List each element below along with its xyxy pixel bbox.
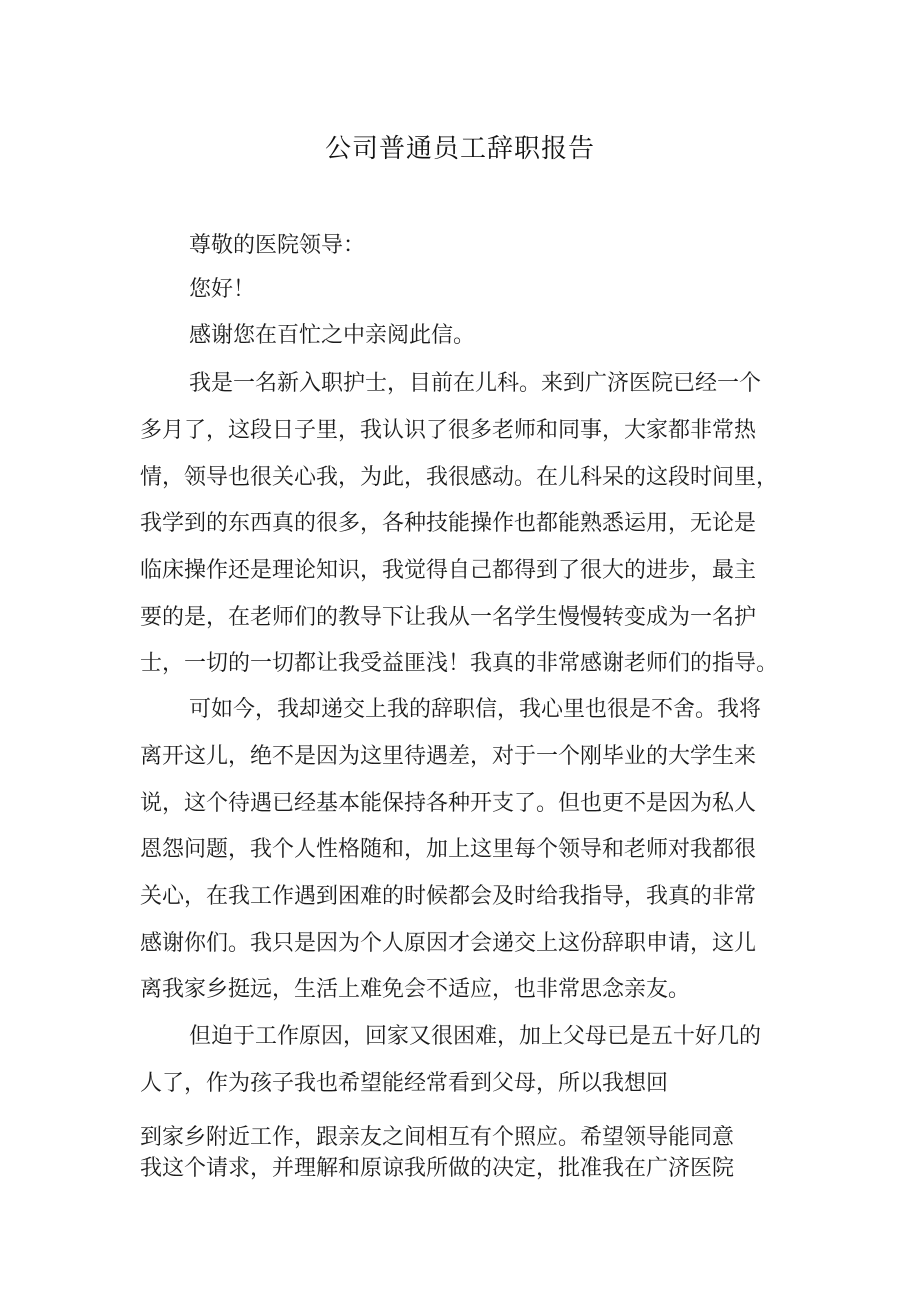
body-line: 恩怨问题，我个人性格随和，加上这里每个领导和老师对我都很 — [140, 837, 757, 862]
body-line: 我这个请求，并理解和原谅我所做的决定，批准我在广济医院 — [140, 1156, 735, 1181]
salutation-line: 尊敬的医院领导： — [189, 233, 366, 258]
body-line: 临床操作还是理论知识，我觉得自己都得到了很大的进步，最主 — [140, 558, 757, 583]
body-line: 离我家乡挺远，生活上难免会不适应，也非常思念亲友。 — [140, 977, 691, 1002]
document-title: 公司普通员工辞职报告 — [324, 134, 595, 164]
body-line: 到家乡附近工作，跟亲友之间相互有个照应。希望领导能同意 — [140, 1125, 735, 1150]
body-line: 可如今，我却递交上我的辞职信，我心里也很是不舍。我将 — [189, 697, 762, 722]
body-line: 我是一名新入职护士，目前在儿科。来到广济医院已经一个 — [189, 371, 762, 396]
body-line: 我学到的东西真的很多，各种技能操作也都能熟悉运用，无论是 — [140, 511, 757, 536]
body-line: 要的是，在老师们的教导下让我从一名学生慢慢转变成为一名护 — [140, 605, 757, 630]
body-line: 关心，在我工作遇到困难的时候都会及时给我指导，我真的非常 — [140, 884, 757, 909]
body-line: 人了，作为孩子我也希望能经常看到父母，所以我想回 — [140, 1071, 669, 1096]
body-line: 多月了，这段日子里，我认识了很多老师和同事，大家都非常热 — [140, 418, 757, 443]
thanks-line: 感谢您在百忙之中亲阅此信。 — [189, 323, 476, 348]
body-line: 但迫于工作原因，回家又很困难，加上父母已是五十好几的 — [189, 1024, 762, 1049]
body-line: 士，一切的一切都让我受益匪浅！我真的非常感谢老师们的指导。 — [140, 651, 779, 676]
body-line: 感谢你们。我只是因为个人原因才会递交上这份辞职申请，这儿 — [140, 931, 757, 956]
body-line: 说，这个待遇已经基本能保持各种开支了。但也更不是因为私人 — [140, 791, 757, 816]
body-line: 离开这儿，绝不是因为这里待遇差，对于一个刚毕业的大学生来 — [140, 744, 757, 769]
body-line: 情，领导也很关心我，为此，我很感动。在儿科呆的这段时间里， — [140, 465, 779, 490]
greeting-line: 您好！ — [189, 277, 256, 302]
